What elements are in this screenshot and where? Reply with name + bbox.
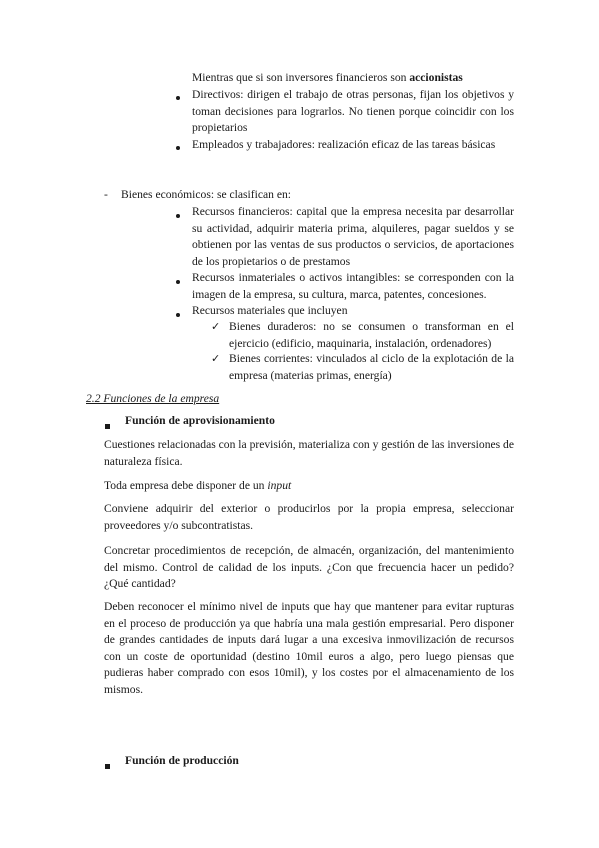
subitem-bienes-duraderos: Bienes duraderos: no se consumen o transforman en el ejercicio (edificio, maquinaria, instalación, ordenadores)	[229, 320, 514, 350]
bullet-icon	[173, 139, 183, 156]
input-italic: input	[267, 479, 292, 492]
bullet-icon	[173, 207, 183, 224]
list-item-recursos-inmateriales: Recursos inmateriales o activos intangibles: se corresponden con la imagen de la empresa, su cultura, marca, patentes, concesiones.	[192, 271, 514, 301]
func-aprovisionamiento-title: Función de aprovisionamiento	[125, 414, 275, 427]
dash-marker: -	[104, 188, 108, 201]
continuation-text: Mientras que si son inversores financieros son	[192, 71, 410, 84]
continuation-line	[192, 70, 522, 87]
paragraph-concretar: Concretar procedimientos de recepción, de almacén, organización, del mantenimiento del mismo. Control de calidad de los inputs. ¿Con que frecuencia hacer un pedido? ¿Qué cantidad?	[104, 544, 514, 590]
checkmark-icon: ✓	[211, 352, 221, 365]
list-item-empleados: Empleados y trabajadores: realización eficaz de las tareas básicas	[192, 138, 496, 151]
square-bullet-icon	[105, 758, 110, 775]
list-item-directivos: Directivos: dirigen el trabajo de otras personas, fijan los objetivos y toman decisiones para lograrlos. No tienen porque coincidir con los propietarios	[192, 88, 514, 134]
section-title: 2.2 Funciones de la empresa	[86, 392, 220, 405]
accionistas-bold: accionistas	[409, 71, 463, 84]
square-bullet-icon	[105, 418, 110, 435]
paragraph-cuestiones: Cuestiones relacionadas con la previsión, materializa con y gestión de las inversiones de naturaleza física.	[104, 438, 514, 468]
bienes-title: Bienes económicos: se clasifican en:	[121, 188, 291, 201]
toda-empresa-text: Toda empresa debe disponer de un	[104, 479, 268, 492]
bullet-icon	[173, 306, 183, 323]
bullet-icon	[173, 89, 183, 106]
paragraph-toda-empresa	[104, 478, 514, 495]
paragraph-deben: Deben reconocer el mínimo nivel de inputs que hay que mantener para evitar rupturas en el proceso de producción ya que habría una mala gestión empresarial. Pero disponer de grandes cantidades de inputs dará lugar a una excesiva inmovilización de recursos con un coste de oportunidad (destino 10mil euros a algo, pero luego piensas que pudieras haber comprado con esos 10mil), y los costes por el almacenamiento de los mismos.	[104, 600, 514, 696]
list-item-recursos-financieros: Recursos financieros: capital que la empresa necesita par desarrollar su actividad, adquirir materia prima, alquileres, pagar sueldos y se obtienen por las ventas de sus productos o servicios, de aportaciones de los propietarios o de prestamos	[192, 205, 514, 268]
func-produccion-title: Función de producción	[125, 754, 239, 767]
list-item-recursos-materiales: Recursos materiales que incluyen	[192, 304, 348, 317]
paragraph-conviene: Conviene adquirir del exterior o producirlos por la propia empresa, seleccionar proveedores y/o subcontratistas.	[104, 502, 514, 532]
checkmark-icon: ✓	[211, 320, 221, 333]
bullet-icon	[173, 273, 183, 290]
subitem-bienes-corrientes: Bienes corrientes: vinculados al ciclo de la explotación de la empresa (materias primas, energía)	[229, 352, 514, 382]
